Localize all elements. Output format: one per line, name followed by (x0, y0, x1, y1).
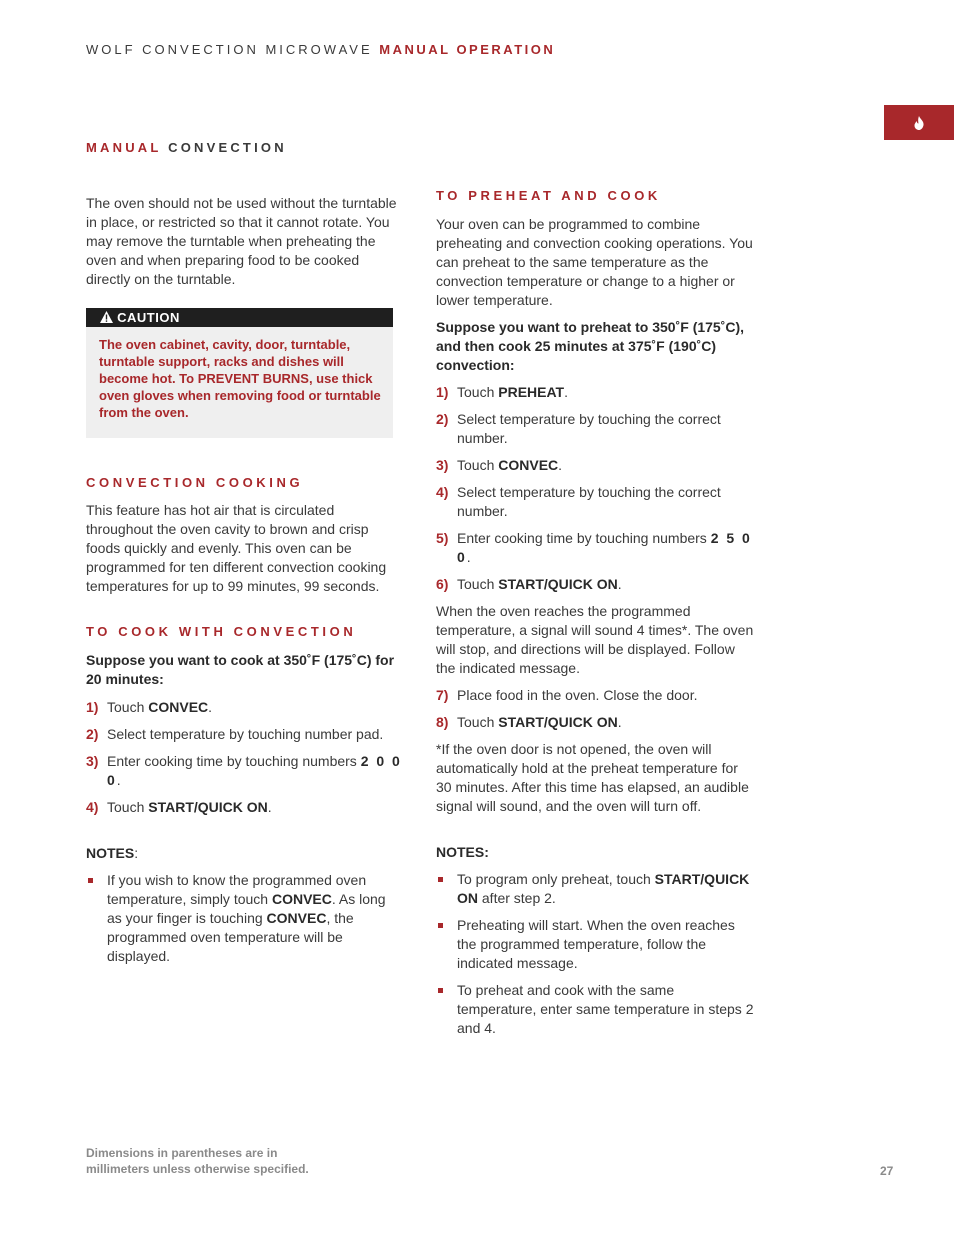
caution-box (86, 308, 393, 438)
step-text: Place food in the oven. Close the door. (457, 687, 698, 703)
left-column (86, 138, 404, 966)
note-text: If you wish to know the programmed oven temperature, simply touch (107, 872, 367, 907)
caution-label: CAUTION (117, 310, 180, 325)
step-key: START/QUICK ON (148, 799, 268, 815)
step-number: 1) (86, 699, 99, 715)
preheat-steps (436, 383, 756, 594)
flame-icon (913, 116, 925, 130)
preheat-middle: When the oven reaches the programmed temperature, a signal will sound 4 times*. The oven will stop, and directions will be displayed. Follow the indicated message. (436, 603, 754, 676)
list-item (436, 575, 756, 594)
note-text: , the programmed oven temperature will be displayed. (107, 910, 354, 964)
step-key: START/QUICK ON (498, 576, 618, 592)
note-text: after step 2. (478, 890, 556, 906)
step-key: 2 5 0 0 (457, 530, 752, 565)
bullet-square (438, 877, 443, 882)
step-number: 2) (436, 411, 449, 427)
preheat-steps-final (436, 686, 756, 732)
caution-text: The oven cabinet, cavity, door, turntable, turntable support, racks and dishes will become hot. To PREVENT BURNS, use thick oven gloves when removing food or turntable from the oven. (99, 337, 381, 420)
bullet-square (438, 923, 443, 928)
note-key: CONVEC (271, 891, 332, 907)
list-item (436, 916, 756, 973)
page-number: 27 (880, 1164, 894, 1178)
title-rest: CONVECTION (168, 140, 287, 155)
note-text: Preheating will start. When the oven reaches the programmed temperature, follow the indicated message. (457, 917, 735, 971)
note-text: To preheat and cook with the same temperature, enter same temperature in steps 2 and 4. (457, 982, 754, 1036)
step-number: 3) (86, 753, 99, 769)
step-post: . (617, 714, 622, 730)
intro-paragraph: The oven should not be used without the turntable in place, or restricted so that it cannot rotate. You may remove the turntable when preheating the oven and when preparing food to be cooked directly on the turntable. (86, 195, 397, 287)
step-key: START/QUICK ON (498, 714, 618, 730)
footer-note (86, 1145, 309, 1177)
step-post: . (617, 576, 622, 592)
preheat-intro: Your oven can be programmed to combine preheating and convection cooking operations. You can preheat to the same temperature as the convection temperature or change to a higher or lower temperature. (436, 216, 753, 308)
title-bold: MANUAL (86, 140, 162, 155)
list-item (436, 870, 756, 908)
step-number: 4) (436, 484, 449, 500)
header-section: MANUAL OPERATION (379, 42, 556, 57)
bullet-square (438, 988, 443, 993)
footer-line: millimeters unless otherwise specified. (86, 1162, 309, 1176)
step-key: 2 0 0 0 (107, 753, 402, 788)
caution-header (86, 308, 393, 327)
list-item (86, 725, 404, 744)
convection-cooking-text: This feature has hot air that is circulated throughout the oven cavity to brown and crisp foods quickly and evenly. This oven can be programmed for ten different convection cooking temperatures for up to 99 minutes, 99 seconds. (86, 502, 387, 594)
cook-with-notes (86, 871, 404, 966)
step-post: . (558, 457, 563, 473)
step-post: . (466, 549, 471, 565)
list-item (86, 798, 404, 817)
notes-heading (86, 844, 404, 863)
right-column (436, 186, 756, 1038)
step-number: 4) (86, 799, 99, 815)
page-title (86, 138, 404, 157)
step-post: . (208, 699, 213, 715)
step-key: CONVEC (148, 699, 209, 715)
list-item (436, 713, 756, 732)
list-item (436, 410, 756, 448)
list-item (436, 981, 756, 1038)
preheat-lead: Suppose you want to preheat to 350˚F (175˚C), and then cook 25 minutes at 375˚F (190˚C) convection: (436, 319, 745, 373)
note-key: CONVEC (266, 910, 327, 926)
note-key: START/QUICK ON (457, 871, 750, 906)
step-text: Select temperature by touching the correct number. (457, 484, 721, 519)
step-key: CONVEC (498, 457, 559, 473)
step-number: 8) (436, 714, 449, 730)
step-text: Select temperature by touching number pad. (107, 726, 384, 742)
step-post: . (116, 772, 121, 788)
note-text: To program only preheat, touch (457, 871, 655, 887)
footer-line: Dimensions in parentheses are in (86, 1146, 278, 1160)
step-post: . (564, 384, 568, 400)
step-text: Touch (107, 699, 149, 715)
step-number: 3) (436, 457, 449, 473)
step-post: . (267, 799, 272, 815)
preheat-notes (436, 870, 756, 1038)
step-text: Touch (457, 714, 499, 730)
list-item (86, 752, 404, 790)
step-text: Enter cooking time by touching numbers (457, 530, 711, 546)
list-item (436, 483, 756, 521)
convection-cooking-title: CONVECTION COOKING (86, 475, 304, 490)
step-text: Enter cooking time by touching numbers (107, 753, 361, 769)
section-tab (884, 105, 954, 140)
notes-label: NOTES (86, 845, 135, 861)
header-prefix: WOLF CONVECTION MICROWAVE (86, 42, 373, 57)
note-text: . As long as your finger is touching (107, 891, 386, 926)
step-number: 7) (436, 687, 449, 703)
notes-colon: : (134, 845, 139, 861)
list-item (436, 686, 756, 705)
warning-icon (100, 311, 113, 323)
preheat-footnote: *If the oven door is not opened, the oven will automatically hold at the preheat temperature for 30 minutes. After this time has elapsed, an audible signal will sound, and the oven will turn off. (436, 741, 749, 814)
step-key: PREHEAT (498, 384, 565, 400)
step-number: 5) (436, 530, 449, 546)
step-text: Touch (457, 384, 499, 400)
step-number: 2) (86, 726, 99, 742)
step-text: Touch (457, 576, 499, 592)
running-header (86, 40, 555, 59)
step-text: Touch (107, 799, 149, 815)
list-item (436, 383, 756, 402)
bullet-square (88, 878, 93, 883)
list-item (436, 456, 756, 475)
cook-with-lead: Suppose you want to cook at 350˚F (175˚C) for 20 minutes: (86, 652, 395, 687)
list-item (86, 871, 404, 966)
cook-with-steps (86, 698, 404, 817)
step-text: Touch (457, 457, 499, 473)
step-number: 6) (436, 576, 449, 592)
preheat-title: TO PREHEAT AND COOK (436, 188, 661, 203)
list-item (86, 698, 404, 717)
list-item (436, 529, 756, 567)
cook-with-title: TO COOK WITH CONVECTION (86, 624, 357, 639)
step-number: 1) (436, 384, 449, 400)
step-text: Select temperature by touching the correct number. (457, 411, 721, 446)
preheat-notes-label: NOTES: (436, 844, 489, 860)
